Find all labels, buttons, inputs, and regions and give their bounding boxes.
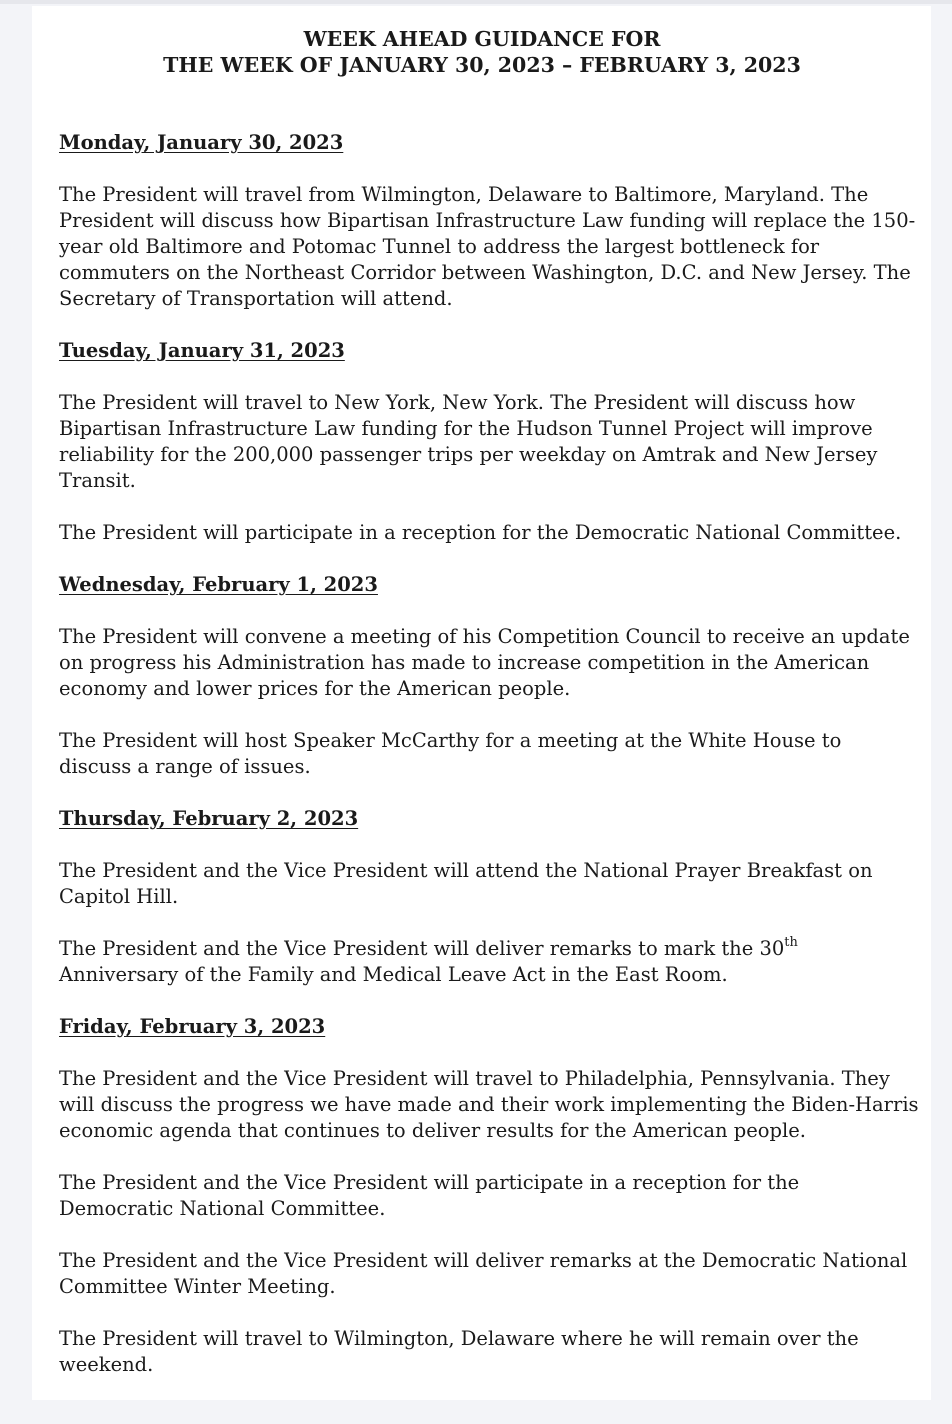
thursday-paragraph-2 [59, 936, 919, 988]
monday-paragraph-1: The President will travel from Wilmington, Delaware to Baltimore, Maryland. The President will discuss how Bipartisan Infrastructure Law funding will replace the 150-year old Baltimore and Potomac Tunnel to address the largest bottleneck for commuters on the Northeast Corridor between Washington, D.C. and New Jersey. The Secretary of Transportation will attend. [59, 183, 916, 310]
thursday-paragraph-1: The President and the Vice President will attend the National Prayer Breakfast on Capitol Hill. [59, 859, 873, 908]
document-page [32, 6, 931, 1400]
friday-paragraph-1: The President and the Vice President will travel to Philadelphia, Pennsylvania. They will discuss the progress we have made and their work implementing the Biden-Harris economic agenda that continues to deliver results for the American people. [59, 1067, 919, 1142]
thursday-remarks-after: Anniversary of the Family and Medical Leave Act in the East Room. [59, 963, 728, 986]
thursday-remarks-before: The President and the Vice President will deliver remarks to mark the 30 [59, 937, 785, 960]
day-heading-wednesday: Wednesday, February 1, 2023 [59, 573, 378, 596]
day-heading-monday: Monday, January 30, 2023 [59, 131, 344, 154]
day-heading-friday: Friday, February 3, 2023 [59, 1015, 326, 1038]
wednesday-paragraph-1: The President will convene a meeting of his Competition Council to receive an update on progress his Administration has made to increase competition in the American economy and lower prices for the American people. [59, 625, 910, 700]
title-line-1: WEEK AHEAD GUIDANCE FOR [303, 27, 661, 51]
tuesday-paragraph-2: The President will participate in a reception for the Democratic National Committee. [59, 521, 902, 544]
title-line-2: THE WEEK OF JANUARY 30, 2023 – FEBRUARY 3, 2023 [163, 53, 801, 77]
document-body [59, 26, 919, 1378]
friday-paragraph-3: The President and the Vice President will deliver remarks at the Democratic National Committee Winter Meeting. [59, 1249, 908, 1298]
friday-paragraph-4: The President will travel to Wilmington, Delaware where he will remain over the weekend. [59, 1327, 859, 1376]
friday-paragraph-2: The President and the Vice President will participate in a reception for the Democratic National Committee. [59, 1171, 800, 1220]
top-divider [0, 0, 952, 4]
tuesday-paragraph-1: The President will travel to New York, New York. The President will discuss how Bipartisan Infrastructure Law funding for the Hudson Tunnel Project will improve reliability for the 200,000 passenger trips per weekday on Amtrak and New Jersey Transit. [59, 391, 878, 492]
wednesday-paragraph-2: The President will host Speaker McCarthy for a meeting at the White House to discuss a range of issues. [59, 729, 842, 778]
ordinal-suffix: th [784, 935, 798, 950]
document-title [59, 26, 905, 78]
day-heading-tuesday: Tuesday, January 31, 2023 [59, 339, 345, 362]
day-heading-thursday: Thursday, February 2, 2023 [59, 807, 359, 830]
